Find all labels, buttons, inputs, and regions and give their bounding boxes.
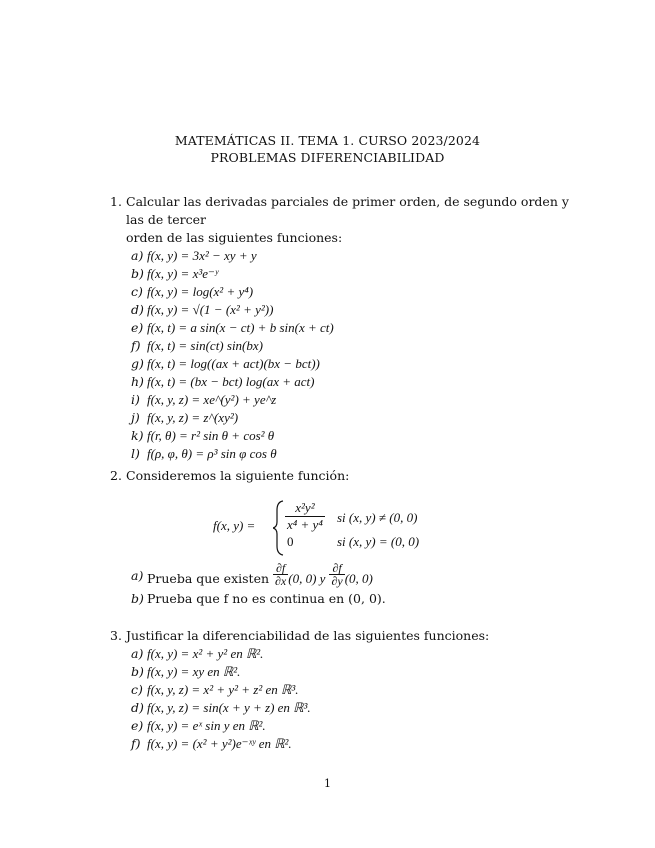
item-label: b) [131, 664, 144, 679]
fraction-numerator: ∂f [329, 562, 344, 575]
item-expression: f(x, y) = 3x² − xy + y [147, 248, 257, 263]
list-item [110, 427, 580, 445]
header-title: MATEMÁTICAS II. TEMA 1. CURSO 2023/2024 [174, 133, 481, 148]
item-label: b) [131, 591, 144, 606]
list-item [110, 681, 580, 699]
item-label: f) [131, 736, 141, 751]
item-label: a) [131, 646, 144, 661]
item-list [110, 645, 580, 753]
list-item [110, 355, 580, 373]
item-label: d) [131, 302, 144, 317]
item-label: a) [131, 248, 144, 263]
list-item [110, 735, 580, 753]
piecewise-function [213, 500, 453, 556]
item-label: a) [131, 568, 144, 583]
list-item [110, 663, 580, 681]
item-label: f) [131, 338, 141, 353]
list-item [110, 391, 580, 409]
item-expression: f(x, t) = a sin(x − ct) + b sin(x + ct) [147, 320, 334, 335]
list-item [110, 445, 580, 463]
list-item [110, 247, 580, 265]
item-expression: f(x, y) = √(1 − (x² + y²)) [147, 302, 274, 317]
list-item [110, 319, 580, 337]
problem-statement: Justificar la diferenciabilidad de las siguientes funciones: [126, 628, 490, 643]
list-item [110, 301, 580, 319]
item-expression: f(x, t) = sin(ct) sin(bx) [147, 338, 263, 353]
item-label: c) [131, 682, 143, 697]
item-label: g) [131, 356, 144, 371]
list-item [110, 373, 580, 391]
item-expression: f(x, y) = xy en ℝ². [147, 664, 241, 679]
item-expression: f(x, y) = eˣ sin y en ℝ². [147, 718, 266, 733]
case-1-condition: si (x, y) ≠ (0, 0) [337, 510, 418, 525]
item-text-end: (0, 0) [344, 571, 373, 586]
item-label: e) [131, 718, 144, 733]
item-expression: f(r, θ) = r² sin θ + cos² θ [147, 428, 275, 443]
list-item [110, 717, 580, 735]
case-2-value: 0 [287, 534, 294, 549]
item-label: k) [131, 428, 144, 443]
problem-statement: Consideremos la siguiente función: [126, 468, 350, 483]
problem-3 [110, 627, 580, 753]
item-label: l) [131, 446, 140, 461]
fraction-denominator: x⁴ + y⁴ [287, 517, 323, 532]
item-label: j) [131, 410, 140, 425]
item-text-mid: (0, 0) y [288, 571, 326, 586]
list-item [110, 699, 580, 717]
item-expression: f(x, y) = x² + y² en ℝ². [147, 646, 264, 661]
item-expression: f(x, y, z) = x² + y² + z² en ℝ³. [147, 682, 299, 697]
case-1-fraction [285, 500, 325, 533]
partial-x-fraction [273, 562, 288, 587]
item-expression: f(x, y) = log(x² + y⁴) [147, 284, 254, 299]
item-label: h) [131, 374, 144, 389]
list-item [110, 590, 580, 608]
problem-2 [110, 467, 580, 485]
item-expression: f(x, t) = log((ax + act)(bx − bct)) [147, 356, 320, 371]
item-label: d) [131, 700, 144, 715]
fraction-numerator: ∂f [273, 562, 288, 575]
fraction-numerator: x²y² [285, 500, 325, 517]
fraction-denominator: ∂x [275, 574, 287, 588]
item-text: Prueba que f no es continua en (0, 0). [147, 591, 386, 606]
item-label: e) [131, 320, 144, 335]
item-expression: f(x, y, z) = xe^(y²) + ye^z [147, 392, 277, 407]
problem-number: 1. [110, 194, 122, 209]
item-expression: f(x, y) = x³e⁻ʸ [147, 266, 219, 281]
list-item [110, 409, 580, 427]
header-subtitle: PROBLEMAS DIFERENCIABILIDAD [210, 150, 445, 165]
left-brace-icon [273, 500, 285, 556]
item-text: Prueba que existen [147, 571, 270, 586]
item-expression: f(x, t) = (bx − bct) log(ax + act) [147, 374, 315, 389]
function-lhs: f(x, y) = [213, 518, 256, 533]
item-list [110, 247, 580, 463]
fraction-denominator: ∂y [331, 574, 343, 588]
list-item [110, 645, 580, 663]
item-expression: f(x, y, z) = z^(xy²) [147, 410, 239, 425]
problem-1 [110, 193, 580, 463]
problem-number: 3. [110, 628, 122, 643]
list-item [110, 265, 580, 283]
problem-2-items [110, 562, 580, 608]
problem-statement-cont: orden de las siguientes funciones: [126, 230, 343, 245]
partial-y-fraction [329, 562, 344, 587]
list-item [110, 283, 580, 301]
item-label: b) [131, 266, 144, 281]
item-label: i) [131, 392, 140, 407]
case-2-condition: si (x, y) = (0, 0) [337, 534, 420, 549]
page-number: 1 [324, 777, 331, 790]
problem-statement: Calcular las derivadas parciales de primer orden, de segundo orden y las de tercer [126, 194, 569, 227]
item-expression: f(ρ, φ, θ) = ρ³ sin φ cos θ [147, 446, 277, 461]
item-expression: f(x, y) = (x² + y²)e⁻ˣʸ en ℝ². [147, 736, 292, 751]
list-item [110, 562, 580, 588]
problem-number: 2. [110, 468, 122, 483]
item-expression: f(x, y, z) = sin(x + y + z) en ℝ³. [147, 700, 311, 715]
item-label: c) [131, 284, 143, 299]
list-item [110, 337, 580, 355]
